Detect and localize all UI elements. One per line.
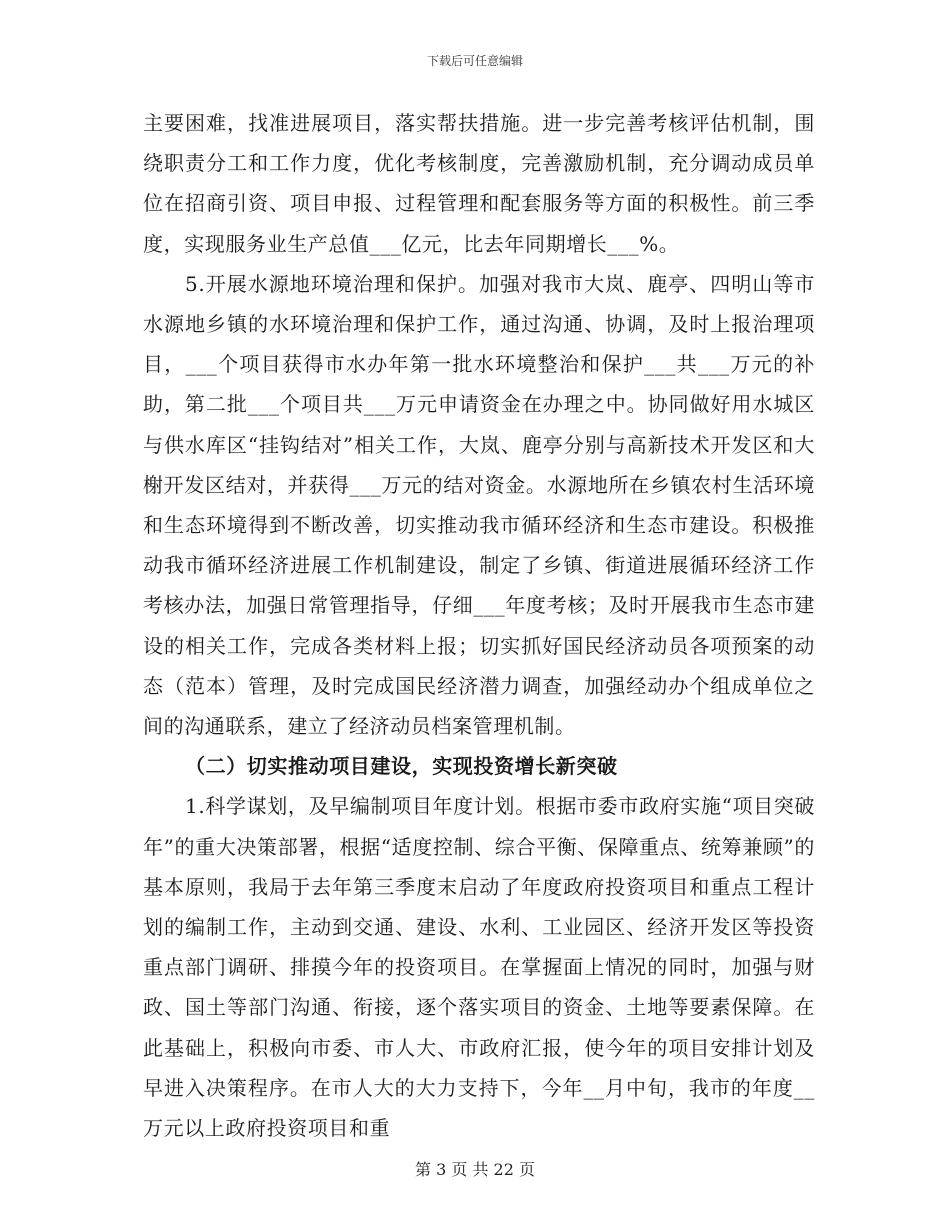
paragraph-project-plan: 1.科学谋划，及早编制项目年度计划。根据市委市政府实施“项目突破年”的重大决策部署，根据“适度控制、综合平衡、保障重点、统筹兼顾”的基本原则，我局于去年第三季度末启动了年度政府投资项目和重点工程计划的编制工作，主动到交通、建设、水利、工业园区、经济开发区等投资重点部门调研、排摸今年的投资项目。在掌握面上情况的同时，加强与财政、国土等部门沟通、衔接，逐个落实项目的资金、土地等要素保障。在此基础上，积极向市委、市人大、市政府汇报，使今年的项目安排计划及早进入决策程序。在市人大的大力支持下，今年__月中旬，我市的年度__万元以上政府投资项目和重	[143, 794, 815, 1141]
paragraph-continued: 主要困难，找准进展项目，落实帮扶措施。进一步完善考核评估机制，围绕职责分工和工作力度，优化考核制度，完善激励机制，充分调动成员单位在招商引资、项目申报、过程管理和配套服务等方面的积极性。前三季度，实现服务业生产总值___亿元，比去年同期增长___%。	[143, 111, 815, 256]
document-body	[143, 103, 815, 1148]
page-header-note: 下载后可任意编辑	[426, 54, 523, 68]
section-heading: （二）切实推动项目建设，实现投资增长新突破	[185, 754, 618, 779]
paragraph-water-source: 5.开展水源地环境治理和保护。加强对我市大岚、鹿亭、四明山等市水源地乡镇的水环境治理和保护工作，通过沟通、协调，及时上报治理项目，___个项目获得市水办年第一批水环境整治和保护___共___万元的补助，第二批___个项目共___万元申请资金在办理之中。协同做好用水城区与供水库区“挂钩结对”相关工作，大岚、鹿亭分别与高新技术开发区和大榭开发区结对，并获得___万元的结对资金。水源地所在乡镇农村生活环境和生态环境得到不断改善，切实推动我市循环经济和生态市建设。积极推动我市循环经济进展工作机制建设，制定了乡镇、街道进展循环经济工作考核办法，加强日常管理指导，仔细___年度考核；及时开展我市生态市建设的相关工作，完成各类材料上报；切实抓好国民经济动员各项预案的动态（范本）管理，及时完成国民经济潜力调查，加强经动办个组成单位之间的沟通联系，建立了经济动员档案管理机制。	[143, 271, 815, 739]
page-number: 第 3 页 共 22 页	[415, 1160, 535, 1179]
